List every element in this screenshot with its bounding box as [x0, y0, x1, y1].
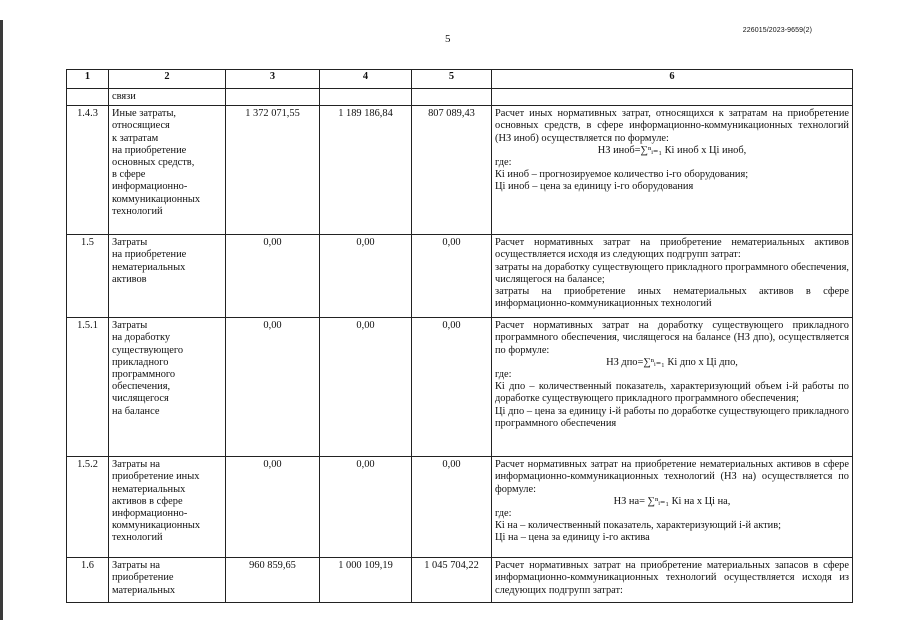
description-paragraph: Расчет нормативных затрат на приобретение нематериальных активов в сфере информационно-коммуникационных технологий (НЗ на) осуществляется по формуле: — [495, 459, 849, 495]
row-description — [492, 106, 853, 235]
column-header: 2 — [109, 70, 226, 89]
row-value-col4: 0,00 — [320, 235, 412, 318]
budget-table — [66, 69, 853, 603]
table-row — [67, 457, 853, 558]
description-paragraph: затраты на доработку существующего прикладного программного обеспечения, числящегося на балансе; — [495, 261, 849, 285]
row-value-col5: 0,00 — [412, 318, 492, 457]
row-description — [492, 235, 853, 318]
description-paragraph: затраты на приобретение иных нематериальных активов в сфере информационно-коммуникационных технологий — [495, 286, 849, 310]
column-header: 6 — [492, 70, 853, 89]
table-header-row — [67, 70, 853, 89]
description-paragraph: Расчет нормативных затрат на приобретение материальных запасов в сфере информационно-коммуникационных технологий осуществляется исходя из следующих подгрупп затрат: — [495, 560, 849, 596]
table-row — [67, 318, 853, 457]
row-value-col5 — [412, 89, 492, 106]
description-paragraph: Расчет нормативных затрат на доработку существующего прикладного программного обеспечения, числящегося на балансе (НЗ дпо), осуществляется по формуле: — [495, 320, 849, 356]
row-value-col3: 960 859,65 — [226, 558, 320, 603]
column-header: 3 — [226, 70, 320, 89]
row-value-col4: 0,00 — [320, 318, 412, 457]
row-name: Затраты на доработку существующего прикладного программного обеспечения, числящегося на балансе — [109, 318, 226, 457]
description-paragraph: Кi на – количественный показатель, характеризующий i-й актив; — [495, 520, 782, 532]
row-value-col5: 0,00 — [412, 457, 492, 558]
description-paragraph: Цi на – цена за единицу i-го актива — [495, 532, 650, 544]
row-name: Затраты на приобретение материальных — [109, 558, 226, 603]
row-name: Затраты на приобретение нематериальных активов — [109, 235, 226, 318]
table-row — [67, 235, 853, 318]
row-number: 1.5.2 — [67, 457, 109, 558]
description-paragraph: Расчет иных нормативных затрат, относящихся к затратам на приобретение основных средств, в сфере информационно-коммуникационных технологий (НЗ иноб) осуществляется по формуле: — [495, 108, 849, 144]
row-value-col3 — [226, 89, 320, 106]
table-row — [67, 558, 853, 603]
formula: НЗ иноб=∑ⁿᵢ₌₁ Кi иноб х Цi иноб, — [597, 144, 747, 156]
row-name: Иные затраты, относящиеся к затратам на приобретение основных средств, в сфере информационно- коммуникационных технологий — [109, 106, 226, 235]
row-value-col5: 1 045 704,22 — [412, 558, 492, 603]
column-header: 1 — [67, 70, 109, 89]
row-value-col3: 0,00 — [226, 235, 320, 318]
description-paragraph: Кi иноб – прогнозируемое количество i-го оборудования; — [495, 169, 749, 181]
row-value-col4: 1 000 109,19 — [320, 558, 412, 603]
description-paragraph: Расчет нормативных затрат на приобретение нематериальных активов осуществляется исходя из следующих подгрупп затрат: — [495, 237, 849, 261]
table-row — [67, 106, 853, 235]
row-name: Затраты на приобретение иных нематериальных активов в сфере информационно- коммуникационных технологий — [109, 457, 226, 558]
description-paragraph: где: — [495, 508, 512, 520]
formula: НЗ дпо=∑ⁿᵢ₌₁ Кi дпо х Цi дпо, — [606, 356, 738, 368]
row-number: 1.5 — [67, 235, 109, 318]
column-header: 4 — [320, 70, 412, 89]
row-description — [492, 318, 853, 457]
row-value-col5: 0,00 — [412, 235, 492, 318]
row-name: связи — [109, 89, 226, 106]
description-paragraph: где: — [495, 157, 512, 169]
row-number — [67, 89, 109, 106]
scan-edge — [0, 20, 3, 620]
row-number: 1.4.3 — [67, 106, 109, 235]
row-value-col4 — [320, 89, 412, 106]
row-description — [492, 457, 853, 558]
document-code: 226015/2023-9659(2) — [742, 27, 812, 34]
row-value-col5: 807 089,43 — [412, 106, 492, 235]
page-number: 5 — [445, 33, 451, 45]
description-paragraph: Цi иноб – цена за единицу i-го оборудования — [495, 181, 694, 193]
description-paragraph: Кi дпо – количественный показатель, характеризующий объем i-й работы по доработке существующего прикладного программного обеспечения; — [495, 381, 849, 405]
row-description — [492, 89, 853, 106]
row-value-col4: 0,00 — [320, 457, 412, 558]
column-header: 5 — [412, 70, 492, 89]
table-row — [67, 89, 853, 106]
description-paragraph: где: — [495, 369, 512, 381]
formula: НЗ на= ∑ⁿᵢ₌₁ Кi на х Цi на, — [613, 495, 731, 507]
row-value-col3: 1 372 071,55 — [226, 106, 320, 235]
row-value-col4: 1 189 186,84 — [320, 106, 412, 235]
row-value-col3: 0,00 — [226, 318, 320, 457]
row-number: 1.5.1 — [67, 318, 109, 457]
row-number: 1.6 — [67, 558, 109, 603]
description-paragraph: Цi дпо – цена за единицу i-й работы по доработке существующего прикладного программного обеспечения — [495, 405, 849, 429]
row-value-col3: 0,00 — [226, 457, 320, 558]
row-description — [492, 558, 853, 603]
